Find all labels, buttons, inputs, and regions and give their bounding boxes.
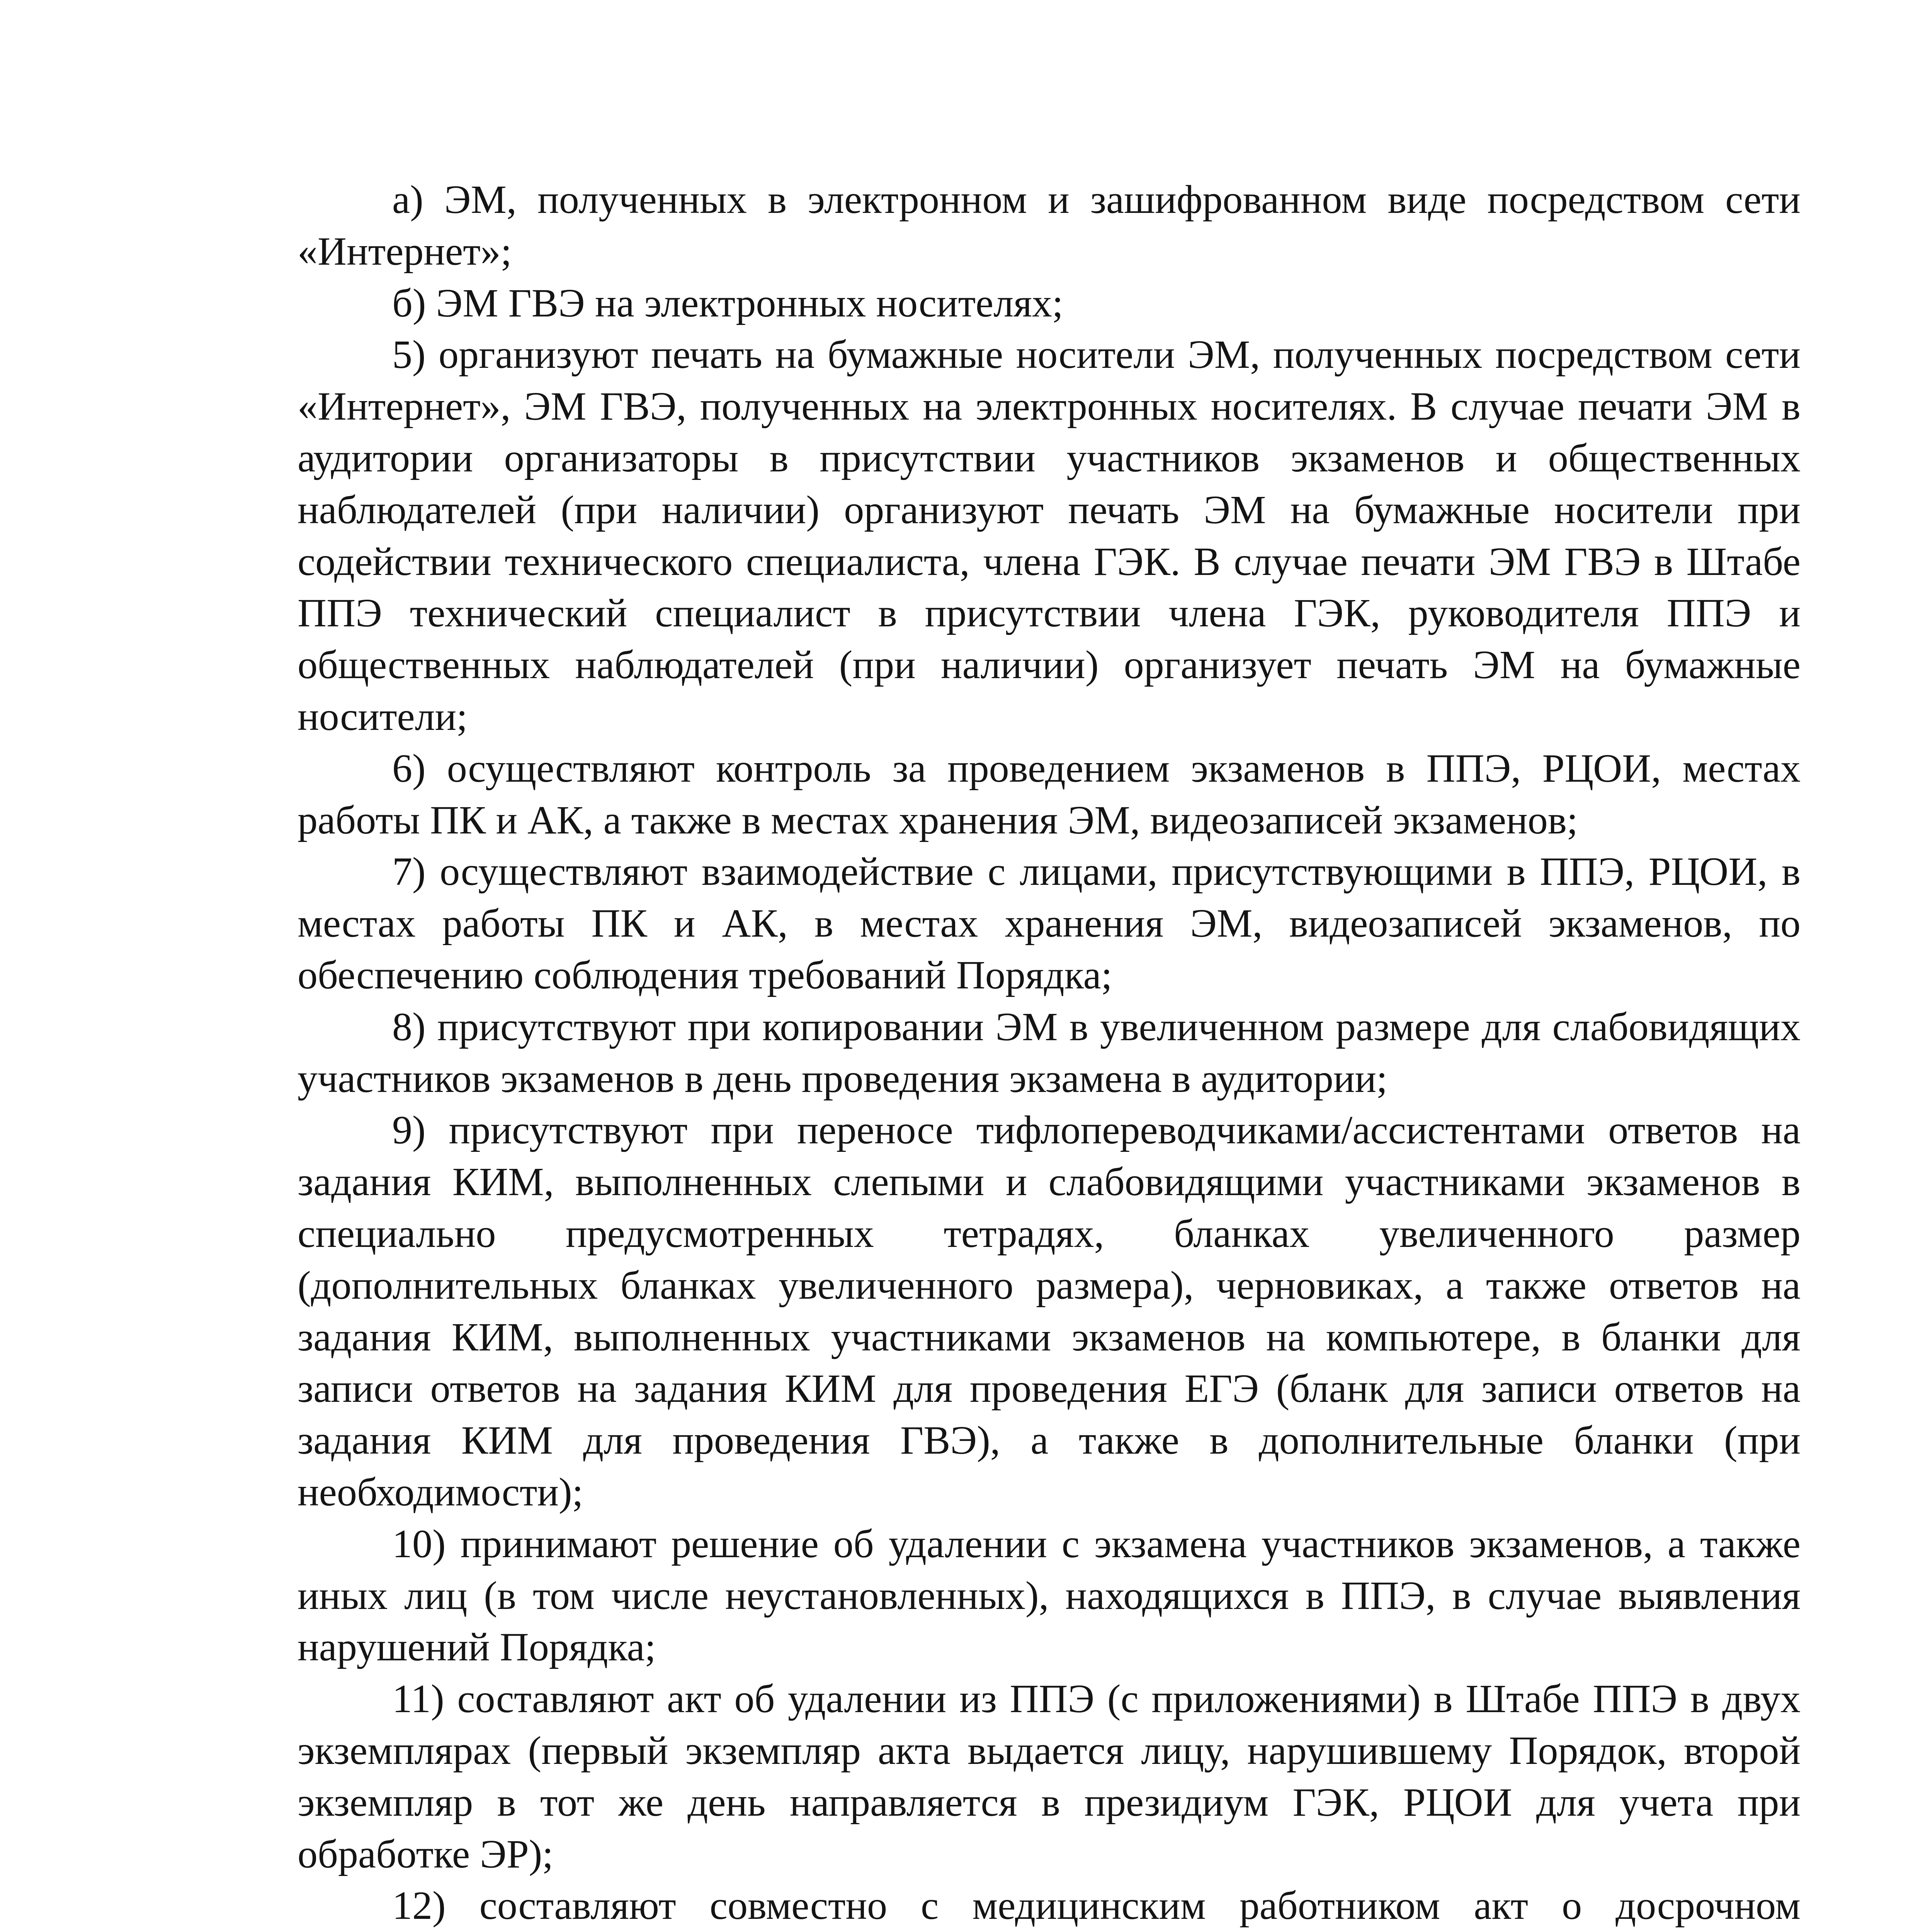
paragraph-item-11: 11) составляют акт об удалении из ППЭ (с приложениями) в Штабе ППЭ в двух экземплярах (первый экземпляр акта выдается лицу, нарушившему Порядок, второй экземпляр в тот же день направляется в президиум ГЭК, РЦОИ для учета при обработке ЭР);: [298, 1677, 1801, 1876]
paragraph-item-8: 8) присутствуют при копировании ЭМ в увеличенном размере для слабовидящих участников экзаменов в день проведения экзамена в аудитории;: [298, 1004, 1801, 1101]
paragraph-item-5: 5) организуют печать на бумажные носители ЭМ, полученных посредством сети «Интернет», ЭМ ГВЭ, полученных на электронных носителях. В случае печати ЭМ в аудитории организаторы в присутствии участников экзаменов и общественных наблюдателей (при наличии) организуют печать ЭМ на бумажные носители при содействии технического специалиста, члена ГЭК. В случае печати ЭМ ГВЭ в Штабе ППЭ технический специалист в присутствии члена ГЭК, руководителя ППЭ и общественных наблюдателей (при наличии) организует печать ЭМ на бумажные носители;: [298, 332, 1801, 739]
paragraph-item-6: 6) осуществляют контроль за проведением экзаменов в ППЭ, РЦОИ, местах работы ПК и АК, а также в местах хранения ЭМ, видеозаписей экзаменов;: [298, 746, 1801, 842]
paragraph-item-a: а) ЭМ, полученных в электронном и зашифрованном виде посредством сети «Интернет»;: [298, 177, 1801, 274]
paragraph-item-10: 10) принимают решение об удалении с экзамена участников экзаменов, а также иных лиц (в том числе неустановленных), находящихся в ППЭ, в случае выявления нарушений Порядка;: [298, 1521, 1801, 1670]
paragraph-item-12: 12) составляют совместно с медицинским работником акт о досрочном: [392, 1883, 1801, 1928]
paragraph-item-b: б) ЭМ ГВЭ на электронных носителях;: [392, 281, 1063, 325]
paragraph-item-7: 7) осуществляют взаимодействие с лицами, присутствующими в ППЭ, РЦОИ, в местах работы ПК и АК, в местах хранения ЭМ, видеозаписей экзаменов, по обеспечению соблюдения требований Порядка;: [298, 849, 1801, 997]
document-body: [298, 174, 1801, 1932]
paragraph-item-9: 9) присутствуют при переносе тифлопереводчиками/ассистентами ответов на задания КИМ, выполненных слепыми и слабовидящими участниками экзаменов в специально предусмотренных тетрадях, бланках увеличенного размер (дополнительных бланках увеличенного размера), черновиках, а также ответов на задания КИМ, выполненных участниками экзаменов на компьютере, в бланки для записи ответов на задания КИМ для проведения ЕГЭ (бланк для записи ответов на задания КИМ для проведения ГВЭ), а также в дополнительные бланки (при необходимости);: [298, 1108, 1801, 1514]
